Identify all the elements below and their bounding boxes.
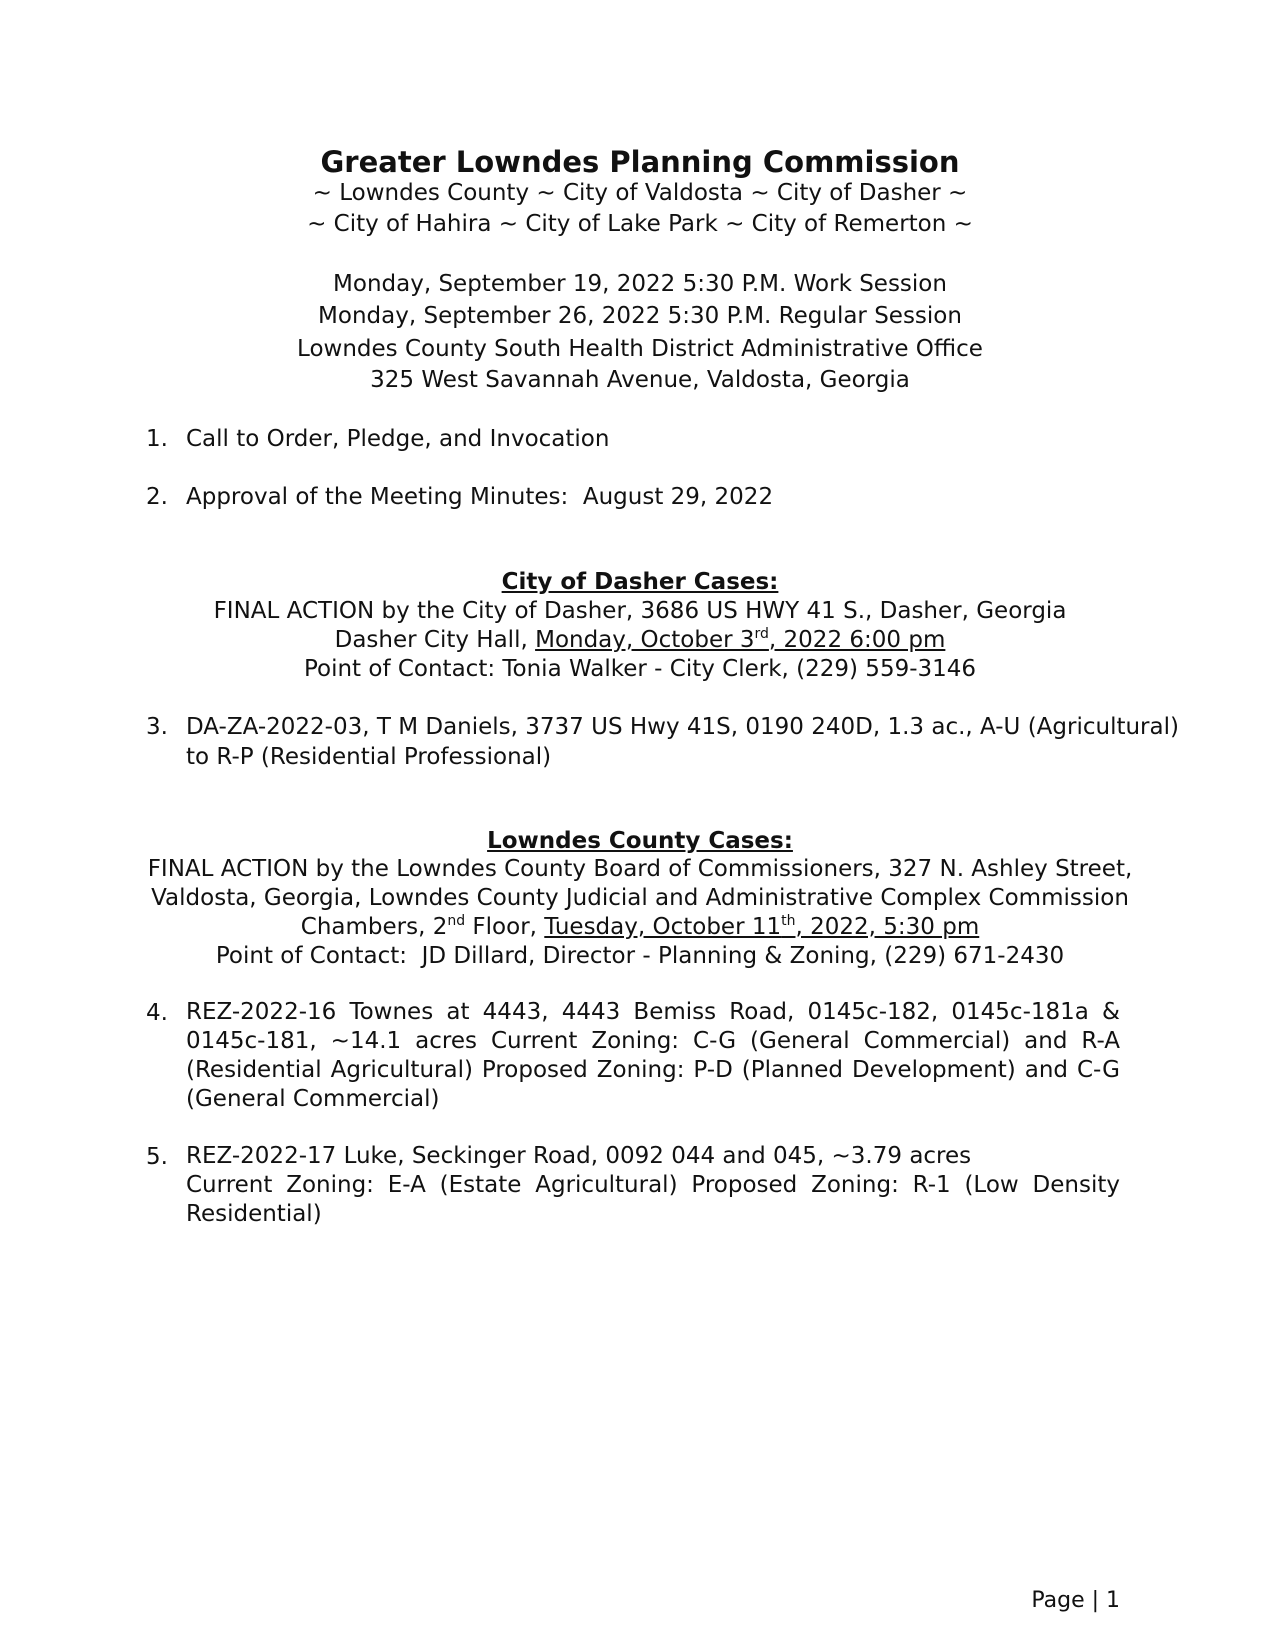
dasher-date-time: , 2022 6:00 pm: [768, 627, 946, 653]
work-session-date: Monday, September 19, 2022 5:30 P.M. Work Session: [333, 271, 947, 297]
item-line-1: REZ-2022-17 Luke, Seckinger Road, 0092 044 and 045, ~3.79 acres: [186, 1143, 972, 1169]
dasher-cases-heading: City of Dasher Cases:: [501, 569, 779, 595]
chambers-suffix: nd: [447, 913, 466, 929]
dasher-meeting-date: [535, 627, 945, 653]
lowndes-date-time: , 2022, 5:30 pm: [795, 914, 980, 940]
item-number: 5.: [146, 1144, 168, 1170]
dasher-hall-date: [140, 625, 1140, 656]
agenda-item-3: [146, 712, 1179, 772]
dasher-contact: Point of Contact: Tonia Walker - City Clerk, (229) 559-3146: [303, 656, 977, 682]
agenda-item-2: [146, 482, 1120, 512]
page-number: Page | 1: [1031, 1588, 1120, 1613]
item-line-1: DA-ZA-2022-03, T M Daniels, 3737 US Hwy 41S, 0190 240D, 1.3 ac., A-U (Agricultural): [186, 714, 1179, 740]
lowndes-chambers-date: [140, 912, 1140, 943]
item-text: Call to Order, Pledge, and Invocation: [186, 426, 610, 452]
agenda-item-5: [146, 1142, 1120, 1229]
chambers-floor: Floor,: [465, 914, 545, 940]
item-number: 4.: [146, 1000, 168, 1026]
dasher-final-action: FINAL ACTION by the City of Dasher, 3686 US HWY 41 S., Dasher, Georgia: [213, 598, 1067, 624]
lowndes-meeting-date: [544, 914, 979, 940]
item-number: 2.: [146, 484, 168, 510]
lowndes-final-action-line-1: FINAL ACTION by the Lowndes County Board of Commissioners, 327 N. Ashley Street,: [147, 856, 1133, 882]
lowndes-date-suffix: th: [781, 913, 796, 929]
lowndes-cases-heading: Lowndes County Cases:: [487, 828, 793, 854]
regular-session-date: Monday, September 26, 2022 5:30 P.M. Regular Session: [318, 303, 962, 329]
item-text: REZ-2022-16 Townes at 4443, 4443 Bemiss Road, 0145c-182, 0145c-181a & 0145c-181, ~14.1 acres Current Zoning: C-G (General Commercial) and R-A (Residential Agricultural) Proposed Zoning: P-D (Planned Development) and C-G (General Commercial): [186, 999, 1120, 1112]
dasher-date-suffix: rd: [754, 626, 769, 642]
item-number: 1.: [146, 426, 168, 452]
item-line-2: to R-P (Residential Professional): [186, 744, 552, 770]
meeting-location: Lowndes County South Health District Administrative Office: [297, 336, 983, 362]
jurisdictions-line-1: ~ Lowndes County ~ City of Valdosta ~ City of Dasher ~: [312, 180, 968, 206]
page-title: Greater Lowndes Planning Commission: [320, 145, 960, 179]
item-number: 3.: [146, 714, 168, 740]
item-text: [186, 1142, 1120, 1229]
item-line-2: Current Zoning: E-A (Estate Agricultural) Proposed Zoning: R-1 (Low Density Residential): [186, 1172, 1120, 1227]
chambers-text: Chambers, 2: [300, 914, 448, 940]
item-text: Approval of the Meeting Minutes: August 29, 2022: [186, 484, 774, 510]
jurisdictions-line-2: ~ City of Hahira ~ City of Lake Park ~ City of Remerton ~: [307, 211, 973, 237]
agenda-item-1: [146, 424, 1120, 454]
lowndes-final-action-line-2: Valdosta, Georgia, Lowndes County Judicial and Administrative Complex Commission: [151, 885, 1129, 911]
dasher-hall-label: Dasher City Hall,: [334, 627, 536, 653]
agenda-item-4: [146, 998, 1120, 1114]
meeting-address: 325 West Savannah Avenue, Valdosta, Georgia: [370, 367, 910, 393]
item-text: [186, 712, 1179, 772]
dasher-date-text: Monday, October 3: [535, 627, 755, 653]
lowndes-date-text: Tuesday, October 11: [544, 914, 782, 940]
lowndes-contact: Point of Contact: JD Dillard, Director - Planning & Zoning, (229) 671-2430: [215, 943, 1065, 969]
